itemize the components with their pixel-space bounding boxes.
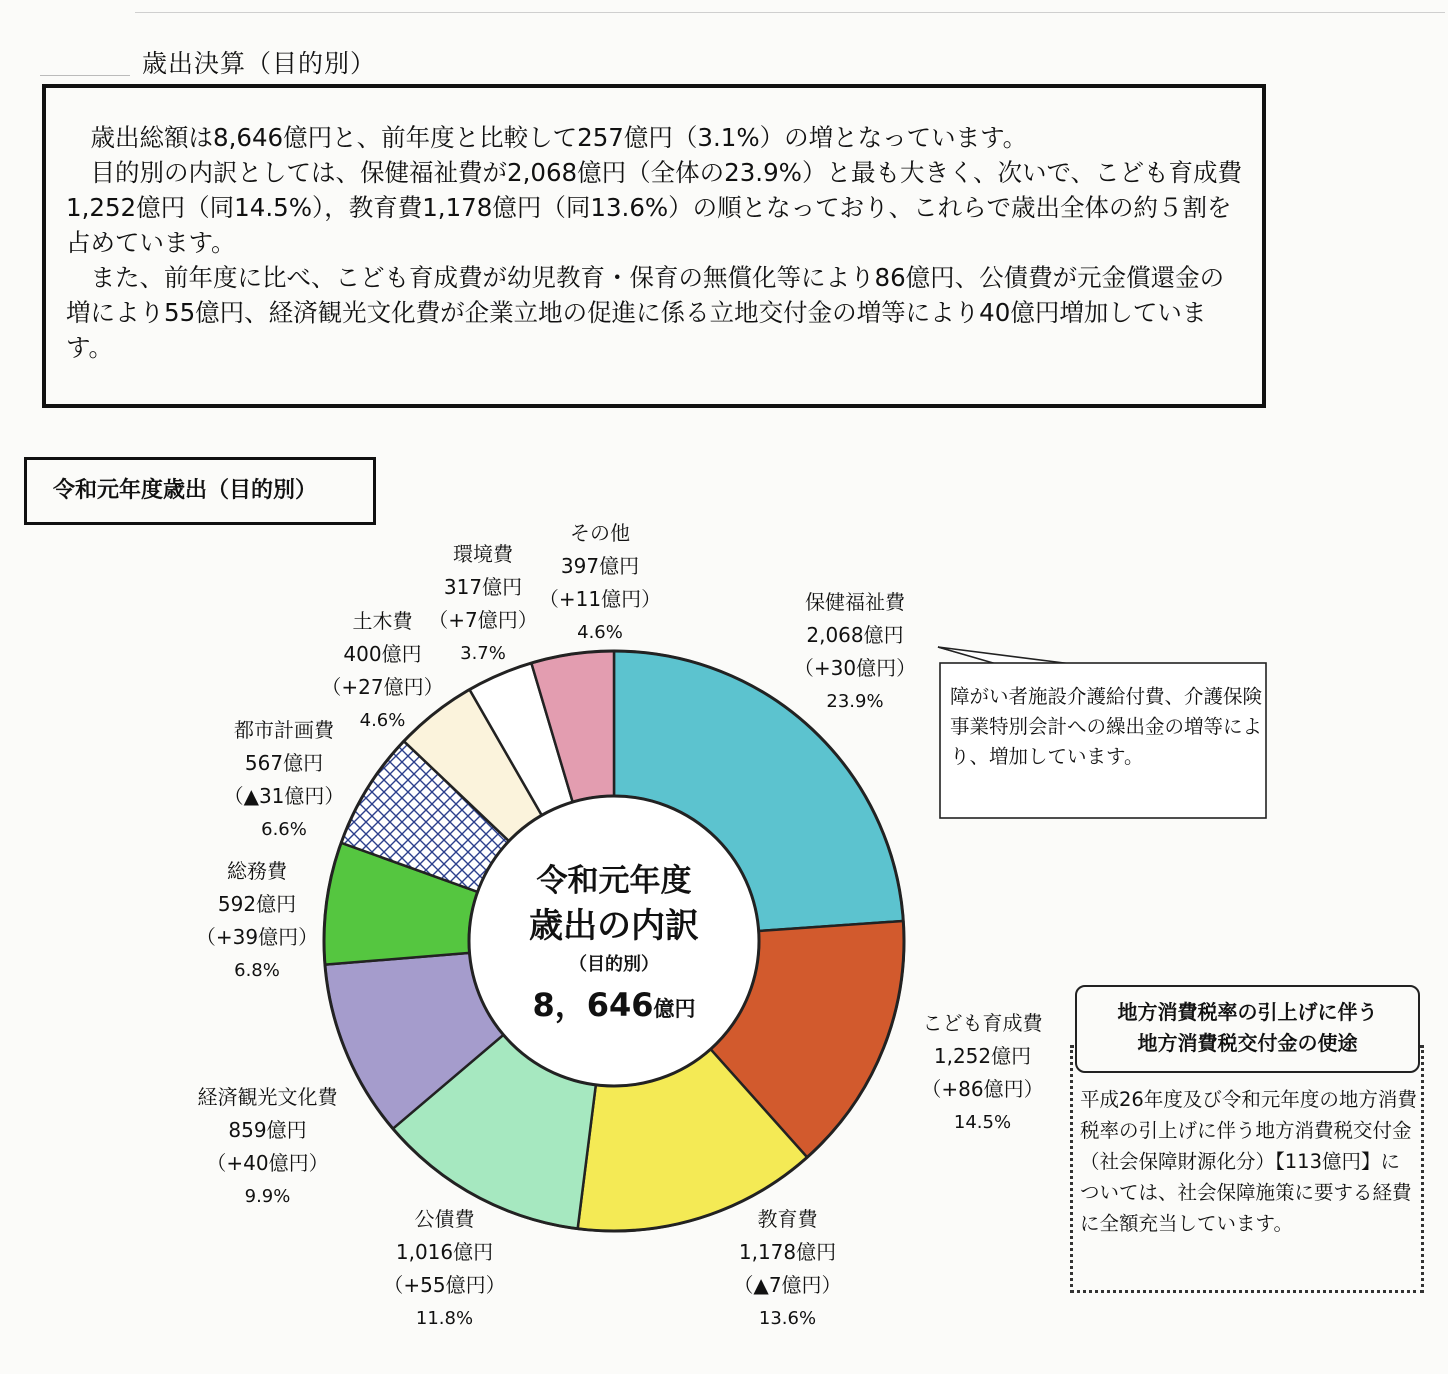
slice-label-name: 都市計画費 [234, 718, 334, 742]
slice-label-percent: 9.9% [244, 1186, 291, 1207]
slice-label-name: 公債費 [414, 1207, 475, 1231]
slice-label-percent: 6.8% [234, 960, 280, 981]
slice-label [705, 1203, 870, 1335]
slice-label-amount: 1,178億円 [738, 1240, 837, 1264]
slice-label-name: こども育成費 [922, 1011, 1043, 1035]
tax-box-title-line1: 地方消費税率の引上げに伴う [1117, 1000, 1378, 1024]
slice-label-amount: 592億円 [217, 892, 297, 916]
center-title-line1: 令和元年度 [536, 863, 692, 899]
slice-label-amount: 397億円 [560, 554, 640, 578]
callout-text: 障がい者施設介護給付費、介護保険事業特別会計への繰出金の増等により、増加しています。 [950, 685, 1263, 768]
tax-box-title-line2: 地方消費税交付金の使途 [1137, 1031, 1358, 1055]
center-total-value: 8，646 [532, 986, 654, 1024]
slice-label-change: （+40億円） [206, 1151, 329, 1175]
slice-label-percent: 23.9% [826, 691, 884, 712]
slice-label-amount: 1,252億円 [933, 1044, 1032, 1068]
slice-label-amount: 317億円 [443, 575, 523, 599]
slice-label-name: 総務費 [227, 859, 287, 883]
section-heading: 歳出決算（目的別） [142, 49, 377, 78]
slice-label-percent: 13.6% [758, 1308, 817, 1329]
slice-label-percent: 3.7% [460, 643, 506, 664]
chart-title: 令和元年度歳出（目的別） [24, 457, 376, 525]
slice-label-name: 土木費 [352, 609, 413, 633]
center-total-unit: 億円 [653, 997, 696, 1021]
slice-label-change: （+55億円） [383, 1273, 506, 1297]
slice-label-percent: 4.6% [577, 622, 623, 643]
center-subtitle: （目的別） [569, 954, 659, 975]
slice-label-change: （▲31億円） [223, 784, 345, 808]
tax-box-title [1075, 985, 1420, 1073]
slice-label-amount: 400億円 [343, 642, 422, 666]
slice-label-change: （+30億円） [793, 656, 917, 680]
tax-box-body: 平成26年度及び令和元年度の地方消費税率の引上げに伴う地方消費税交付金（社会保障財源化分）【113億円】については、社会保障施策に要する経費に全額充当しています。 [1080, 1088, 1417, 1235]
slice-label-percent: 14.5% [953, 1112, 1012, 1133]
slice-label-name: 環境費 [453, 542, 513, 566]
slice-label-name: 教育費 [757, 1207, 818, 1231]
slice-label [362, 1203, 527, 1335]
slice-label-change: （+7億円） [428, 608, 538, 632]
slice-label-change: （+27億円） [321, 675, 444, 699]
slice-label-amount: 2,068億円 [806, 623, 904, 647]
slice-label-change: （+86億円） [921, 1077, 1044, 1101]
slice-label [895, 1007, 1070, 1139]
slice-label-change: （+11億円） [538, 587, 662, 611]
slice-label-percent: 6.6% [261, 819, 307, 840]
slice-label-name: 経済観光文化費 [197, 1085, 338, 1109]
slice-label [525, 517, 675, 649]
slice-label [182, 855, 332, 987]
slice-label-percent: 4.6% [359, 710, 406, 731]
center-title-line2: 歳出の内訳 [529, 906, 699, 946]
slice-label-name: 保健福祉費 [805, 590, 905, 614]
slice-label [770, 586, 940, 718]
summary-paragraph-3: また、前年度に比べ、こども育成費が幼児教育・保育の無償化等により86億円、公債費が元金償還金の増により55億円、経済観光文化費が企業立地の促進に係る立地交付金の増等により40億円増加しています。 [66, 263, 1225, 362]
slice-label-amount: 859億円 [228, 1118, 307, 1142]
summary-paragraph-2: 目的別の内訳としては、保健福祉費が2,068億円（全体の23.9%）と最も大きく、次いで、こども育成費1,252億円（同14.5%），教育費1,178億円（同13.6%）の順となっており、これらで歳出全体の約５割を占めています。 [66, 158, 1242, 257]
slice-label-amount: 567億円 [244, 751, 324, 775]
slice-label-change: （▲7億円） [733, 1273, 842, 1297]
slice-label-name: その他 [570, 521, 630, 545]
center-total [514, 985, 714, 1029]
slice-label-amount: 1,016億円 [395, 1240, 494, 1264]
slice-label-percent: 11.8% [415, 1308, 474, 1329]
slice-label-change: （+39億円） [195, 925, 319, 949]
slice-label [165, 1081, 370, 1213]
summary-paragraph-1: 歳出総額は8,646億円と、前年度と比較して257億円（3.1%）の増となっています。 [90, 123, 1028, 152]
